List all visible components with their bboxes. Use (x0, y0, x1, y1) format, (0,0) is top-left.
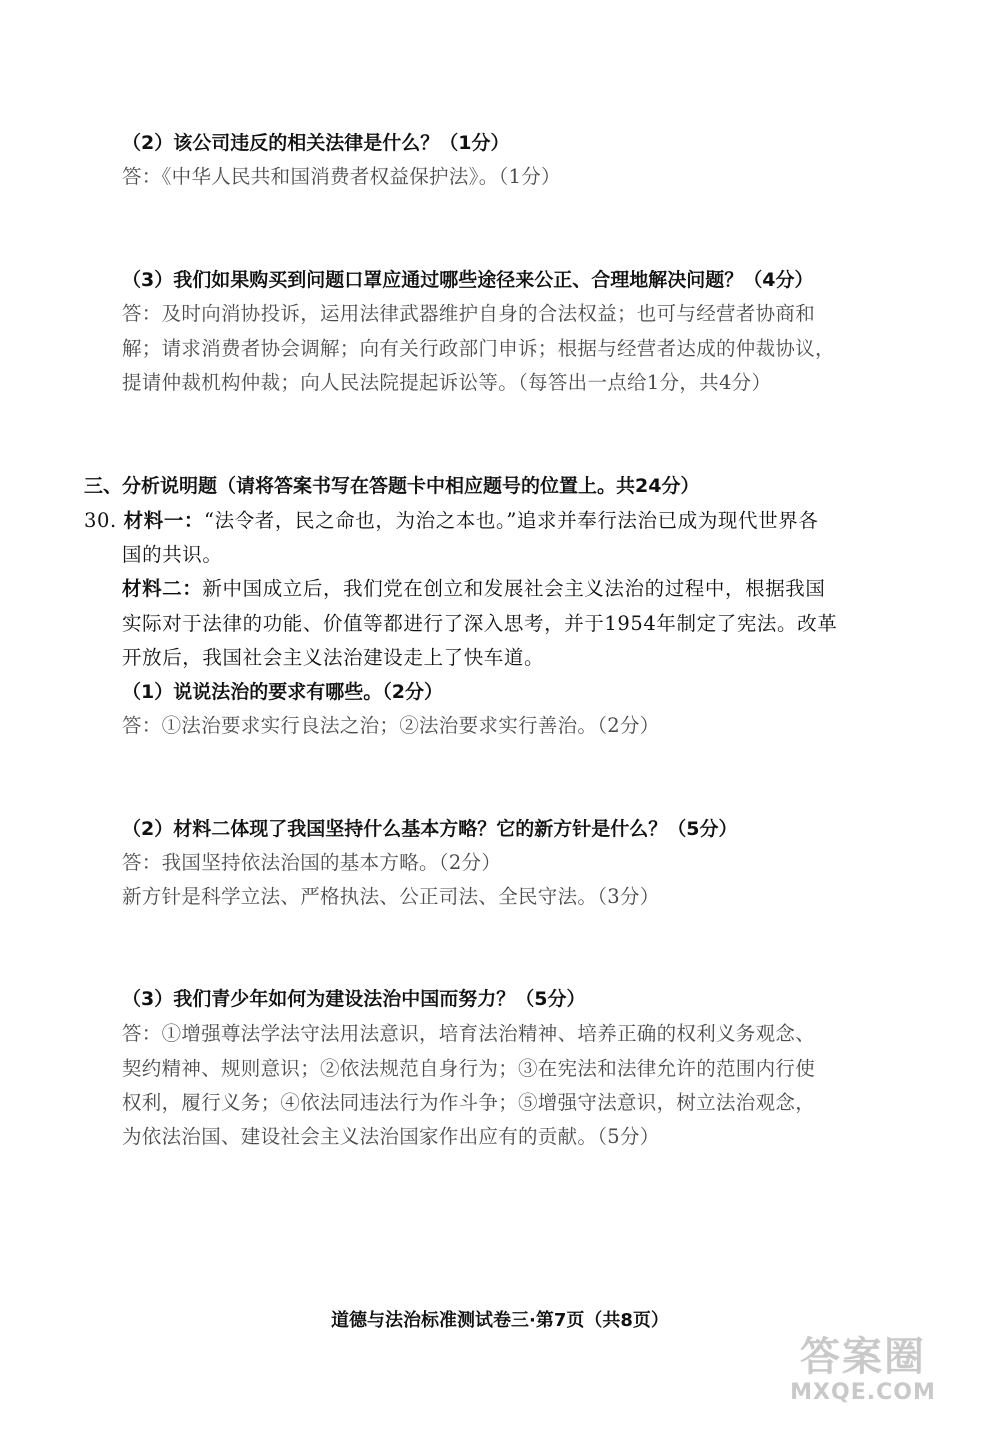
page-footer: 道德与法治标准测试卷三·第7页（共8页） (331, 1310, 669, 1331)
material-2-line-1 (122, 575, 826, 603)
watermark-url: MXQE.COM (790, 1380, 936, 1405)
answer-30-3-line-4: 为依法治国、建设社会主义法治国家作出应有的贡献。（5分） (122, 1125, 660, 1148)
material-1-label: 材料一： (123, 509, 205, 532)
answer-30-3-line-3: 权利，履行义务；④依法同违法行为作斗争；⑤增强守法意识，树立法治观念， (122, 1091, 816, 1114)
question-number: 30. (84, 509, 117, 532)
question-2-3: （3）我们如果购买到问题口罩应通过哪些途径来公正、合理地解决问题？（4分） (122, 269, 814, 291)
answer-2-3-line-1: 答：及时向消协投诉，运用法律武器维护自身的合法权益；也可与经营者协商和 (122, 302, 816, 325)
watermark-text: 答案圈 (800, 1334, 926, 1380)
question-30-1: （1）说说法治的要求有哪些。（2分） (122, 681, 443, 703)
material-1-line-1 (84, 507, 818, 535)
answer-30-2-line-1: 答：我国坚持依法治国的基本方略。（2分） (122, 851, 502, 874)
material-2-text: 新中国成立后，我们党在创立和发展社会主义法治的过程中，根据我国 (202, 577, 826, 600)
material-1-text: “法令者，民之命也，为治之本也。”追求并奉行法治已成为现代世界各 (204, 509, 819, 532)
material-2-label: 材料二： (122, 577, 203, 600)
question-30-3: （3）我们青少年如何为建设法治中国而努力？（5分） (122, 988, 586, 1010)
watermark-logo (778, 1334, 948, 1405)
question-30-2: （2）材料二体现了我国坚持什么基本方略？它的新方针是什么？（5分） (122, 818, 738, 840)
answer-30-1: 答：①法治要求实行良法之治；②法治要求实行善治。（2分） (122, 714, 660, 737)
answer-30-3-line-1: 答：①增强尊法学法守法用法意识，培育法治精神、培养正确的权利义务观念、 (122, 1022, 816, 1045)
answer-30-2-line-2: 新方针是科学立法、严格执法、公正司法、全民守法。（3分） (122, 885, 660, 908)
answer-30-3-line-2: 契约精神、规则意识；②依法规范自身行为；③在宪法和法律允许的范围内行使 (122, 1057, 816, 1080)
material-1-line-2: 国的共识。 (122, 543, 223, 566)
answer-2-3-line-3: 提请仲裁机构仲裁；向人民法院提起诉讼等。（每答出一点给1分，共4分） (122, 371, 772, 394)
material-2-line-2: 实际对于法律的功能、价值等都进行了深入思考，并于1954年制定了宪法。改革 (122, 612, 838, 635)
answer-2-3-line-2: 解；请求消费者协会调解；向有关行政部门申诉；根据与经营者达成的仲裁协议， (122, 337, 835, 360)
material-2-line-3: 开放后，我国社会主义法治建设走上了快车道。 (122, 646, 545, 669)
answer-2-2: 答：《中华人民共和国消费者权益保护法》。（1分） (122, 165, 561, 188)
section-3-heading: 三、分析说明题（请将答案书写在答题卡中相应题号的位置上。共24分） (84, 475, 700, 497)
question-2-2: （2）该公司违反的相关法律是什么？（1分） (122, 132, 510, 154)
